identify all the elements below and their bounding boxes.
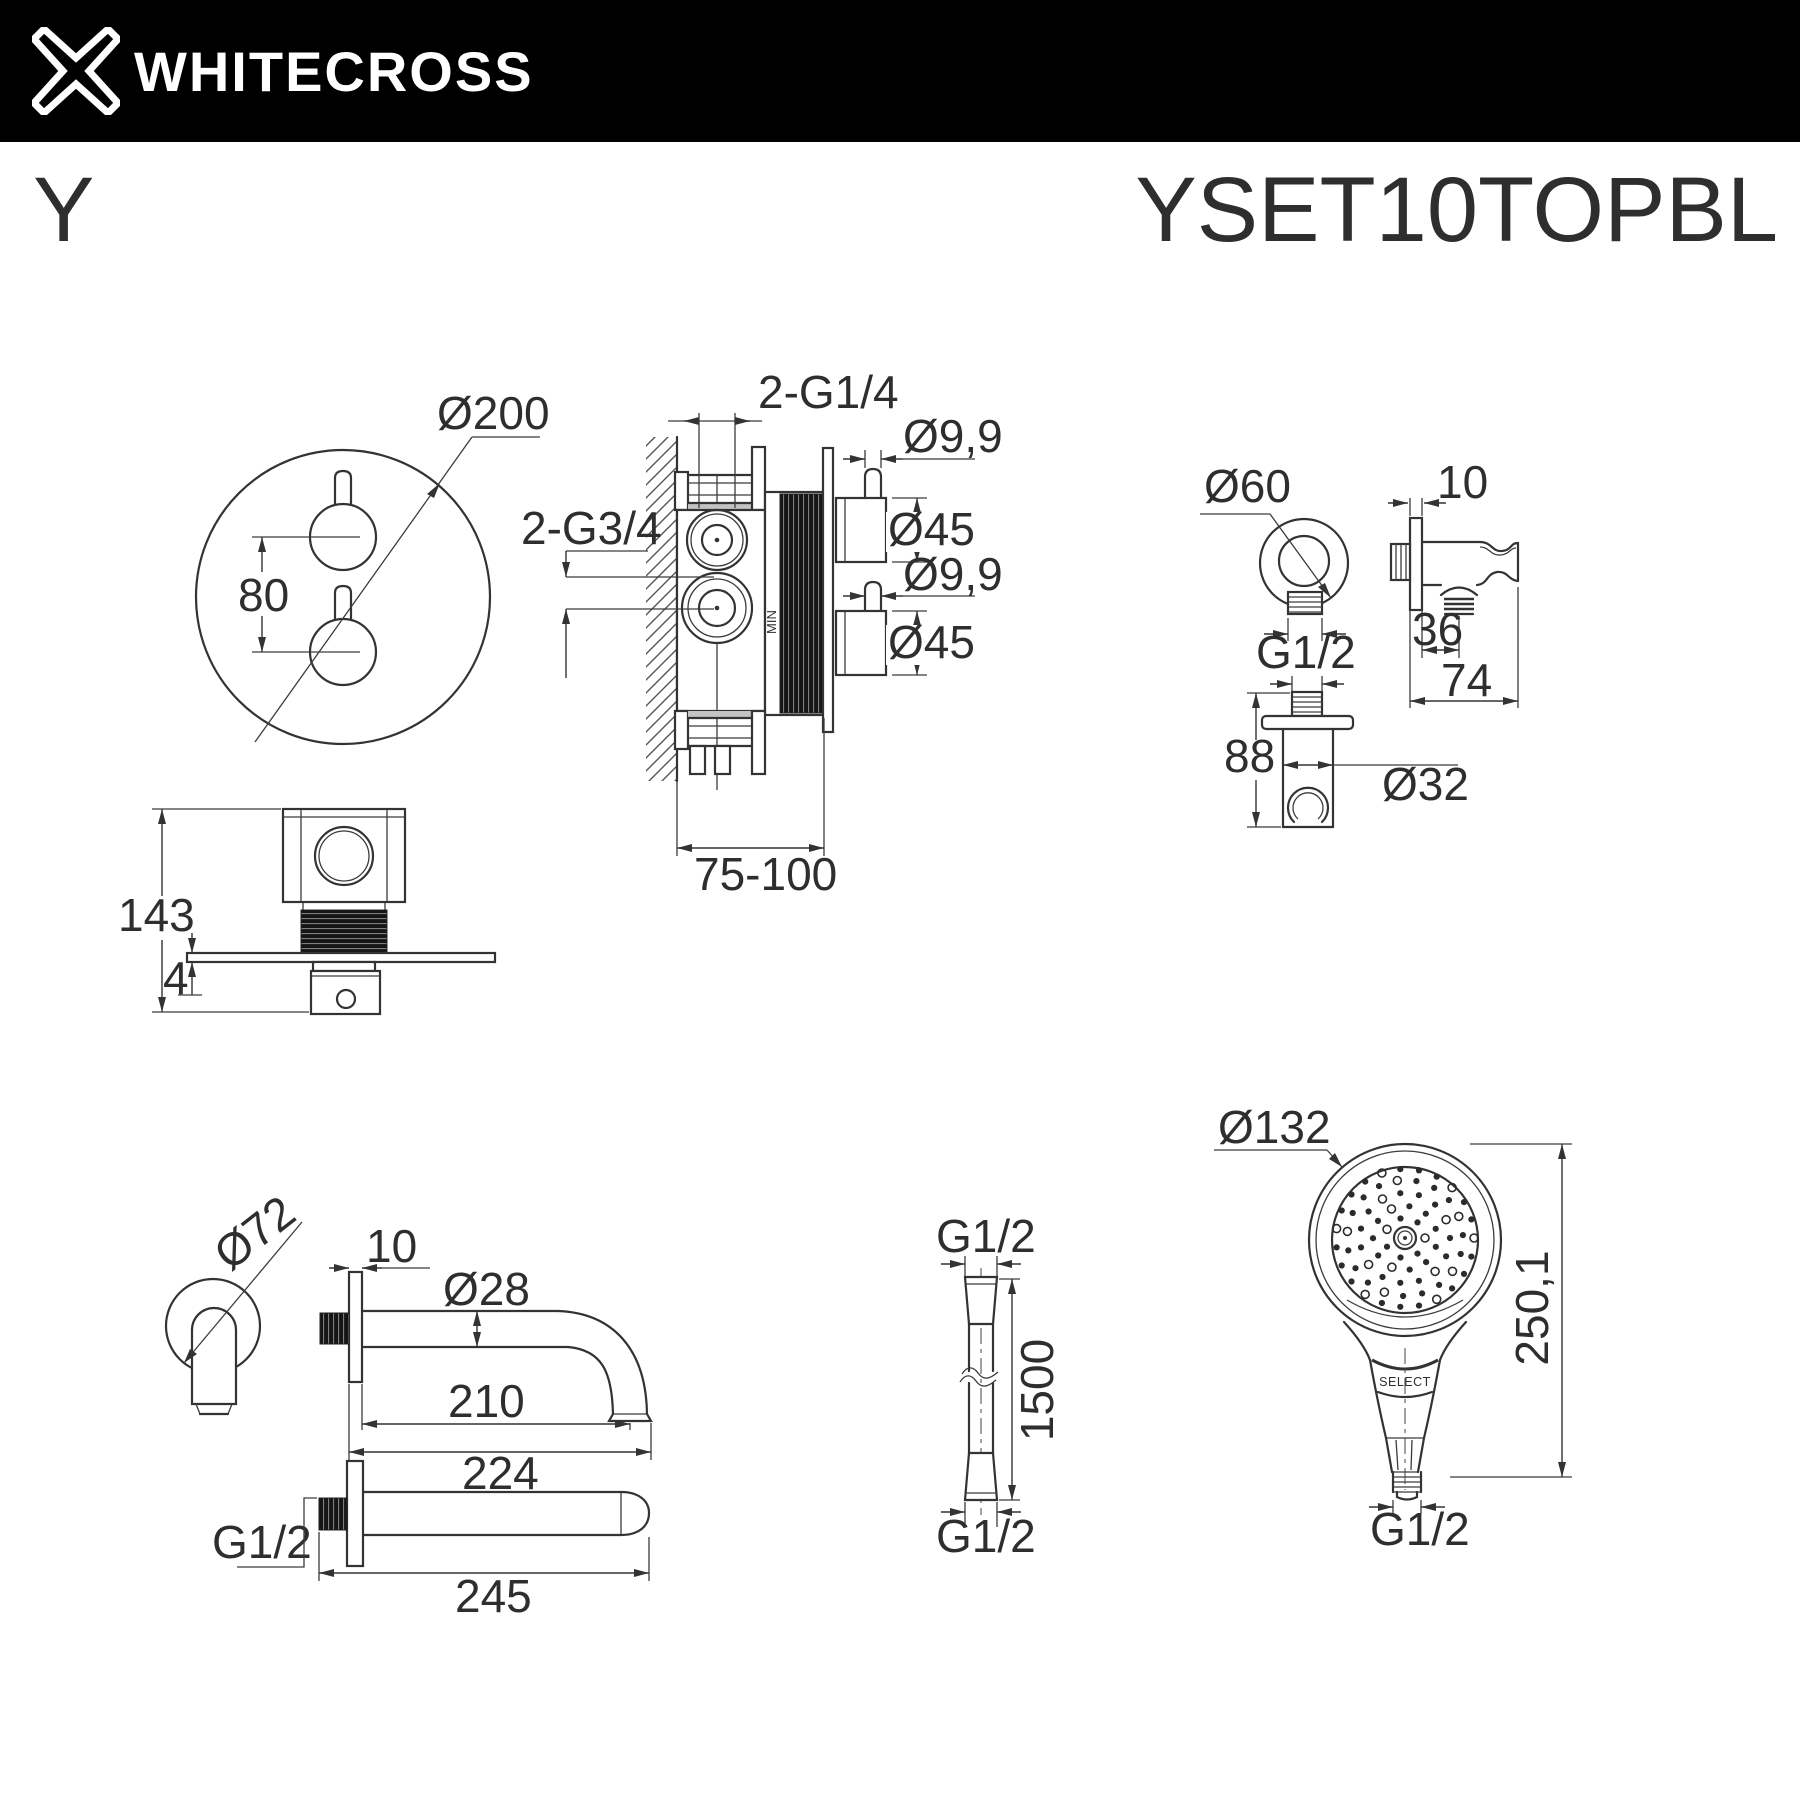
- label-hose-thread-bottom: G1/2: [936, 1510, 1036, 1562]
- drawing-trim-plate-front: [196, 387, 550, 744]
- dim-valve-top-thread: 2-G1/4: [758, 366, 899, 418]
- label-hose-thread-top: G1/2: [936, 1210, 1036, 1262]
- dim-outlet-holder: Ø32: [1382, 758, 1469, 810]
- dim-shower-head: Ø132: [1218, 1101, 1331, 1153]
- drawing-hand-shower: [1214, 1101, 1572, 1555]
- dim-spout-escutcheon: Ø72: [204, 1185, 305, 1280]
- label-outlet-thread: G1/2: [1256, 626, 1356, 678]
- dim-valve-side-thread: 2-G3/4: [521, 502, 662, 554]
- dim-valve-knob-bottom: Ø45: [888, 616, 975, 668]
- dim-spout2-length: 245: [455, 1570, 532, 1622]
- dim-body-height: 143: [118, 889, 195, 941]
- dim-outlet-plate: 10: [1437, 456, 1489, 508]
- dim-valve-stem-bottom: Ø9,9: [903, 548, 1003, 600]
- dim-outlet-height: 88: [1224, 730, 1276, 782]
- label-shower-select: SELECT: [1379, 1375, 1431, 1389]
- dim-hose-length: 1500: [1011, 1338, 1063, 1442]
- dim-spout-plate: 10: [366, 1220, 418, 1272]
- drawing-shower-hose: [936, 1210, 1063, 1562]
- label-shower-thread: G1/2: [1370, 1503, 1470, 1555]
- dim-spout-reach: 210: [448, 1375, 525, 1427]
- dim-trim-diameter: Ø200: [437, 387, 550, 439]
- dim-spout-tube: Ø28: [443, 1263, 530, 1315]
- page-title-series: Y: [33, 159, 95, 261]
- drawing-valve-body-side: [116, 809, 495, 1014]
- dim-trim-knob-spacing: 80: [238, 569, 290, 621]
- label-valve-min: MIN: [764, 610, 779, 634]
- page-title-model: YSET10TOPBL: [1135, 159, 1778, 261]
- dim-shower-length: 250,1: [1506, 1250, 1558, 1366]
- drawing-bath-spout: [166, 1185, 651, 1499]
- dim-body-plate: 4: [163, 952, 189, 1004]
- dim-outlet-depth: 74: [1441, 654, 1493, 706]
- drawing-wall-outlet: [1200, 456, 1518, 827]
- dim-valve-depth-range: 75-100: [694, 848, 838, 900]
- label-spout2-thread: G1/2: [212, 1516, 312, 1568]
- drawing-valve-section: [521, 366, 1003, 900]
- dim-outlet-escutcheon: Ø60: [1204, 460, 1291, 512]
- brand-name: WHITECROSS: [134, 39, 534, 103]
- dim-outlet-offset: 36: [1412, 603, 1464, 655]
- dim-spout-length: 224: [462, 1447, 539, 1499]
- dim-valve-stem-top: Ø9,9: [903, 410, 1003, 462]
- dim-valve-knob-top: Ø45: [888, 503, 975, 555]
- drawing-straight-spout: [212, 1461, 649, 1622]
